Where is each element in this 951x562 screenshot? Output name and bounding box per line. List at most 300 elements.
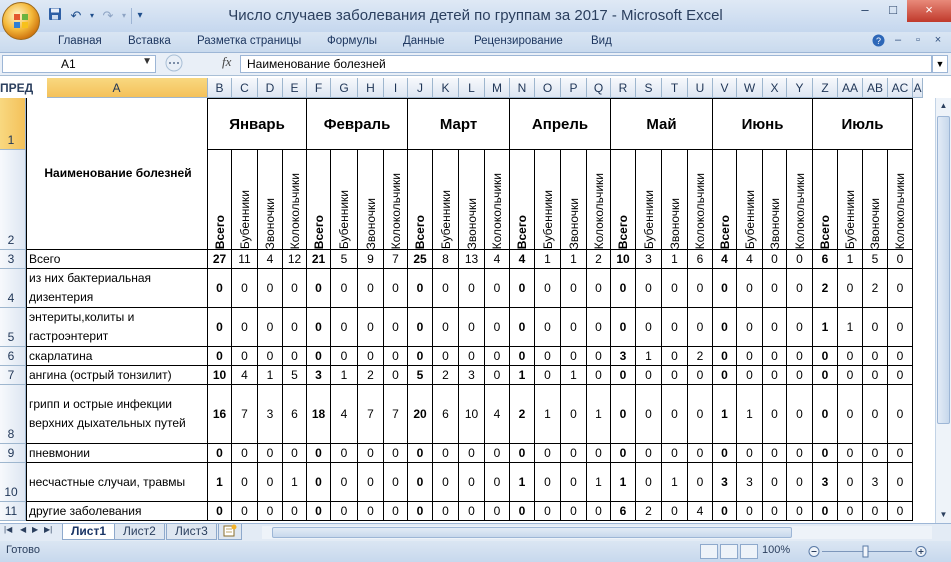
data-cell[interactable]: 1 — [838, 250, 863, 269]
data-cell[interactable]: 0 — [888, 463, 913, 502]
data-cell[interactable]: 3 — [713, 463, 737, 502]
data-cell[interactable]: 0 — [688, 269, 713, 308]
column-header[interactable]: Y — [787, 78, 813, 98]
sub-header-cell[interactable] — [713, 150, 737, 250]
column-header[interactable]: U — [688, 78, 713, 98]
data-cell[interactable]: 1 — [713, 385, 737, 444]
data-cell[interactable]: 0 — [384, 269, 408, 308]
header-label-cell[interactable]: Наименование болезней — [26, 98, 208, 250]
data-cell[interactable]: 0 — [408, 463, 433, 502]
data-cell[interactable]: 0 — [737, 444, 763, 463]
data-cell[interactable]: 0 — [258, 502, 283, 521]
month-header[interactable]: Апрель — [510, 98, 611, 150]
data-cell[interactable]: 3 — [863, 463, 888, 502]
data-cell[interactable]: 10 — [208, 366, 232, 385]
zoom-slider[interactable] — [808, 545, 928, 558]
data-cell[interactable]: 0 — [561, 444, 587, 463]
sub-header-cell[interactable] — [763, 150, 787, 250]
data-cell[interactable]: 0 — [713, 502, 737, 521]
data-cell[interactable]: 0 — [535, 269, 561, 308]
data-cell[interactable]: 0 — [838, 385, 863, 444]
data-cell[interactable]: 0 — [307, 347, 331, 366]
data-cell[interactable]: 0 — [485, 444, 510, 463]
data-cell[interactable]: 0 — [763, 347, 787, 366]
data-cell[interactable]: 0 — [713, 308, 737, 347]
sub-header-cell[interactable] — [485, 150, 510, 250]
data-cell[interactable]: 11 — [232, 250, 258, 269]
data-cell[interactable]: 0 — [561, 347, 587, 366]
data-cell[interactable]: 0 — [636, 444, 662, 463]
month-header[interactable]: Январь — [208, 98, 307, 150]
column-header[interactable]: J — [408, 78, 433, 98]
row-header[interactable] — [0, 250, 26, 269]
insert-function-button[interactable]: fx — [222, 54, 232, 69]
data-cell[interactable]: 27 — [208, 250, 232, 269]
row-label-cell[interactable]: другие заболевания — [26, 502, 208, 521]
data-cell[interactable]: 0 — [813, 347, 838, 366]
column-header[interactable]: W — [737, 78, 763, 98]
data-cell[interactable]: 4 — [688, 502, 713, 521]
data-cell[interactable]: 0 — [863, 366, 888, 385]
data-cell[interactable]: 0 — [258, 444, 283, 463]
data-cell[interactable]: 0 — [737, 269, 763, 308]
data-cell[interactable]: 0 — [737, 502, 763, 521]
data-cell[interactable]: 1 — [510, 463, 535, 502]
data-cell[interactable]: 0 — [561, 463, 587, 502]
data-cell[interactable]: 0 — [331, 308, 358, 347]
data-cell[interactable]: 1 — [331, 366, 358, 385]
page-break-view-icon[interactable] — [740, 544, 758, 559]
data-cell[interactable]: 0 — [587, 366, 611, 385]
column-header[interactable]: X — [763, 78, 787, 98]
data-cell[interactable]: 0 — [713, 444, 737, 463]
data-cell[interactable]: 0 — [737, 308, 763, 347]
data-cell[interactable]: 0 — [813, 444, 838, 463]
prev-sheet-icon[interactable]: ◀ — [20, 525, 27, 534]
column-header[interactable]: Z — [813, 78, 838, 98]
data-cell[interactable]: 0 — [258, 308, 283, 347]
data-cell[interactable]: 1 — [510, 366, 535, 385]
data-cell[interactable]: 0 — [863, 385, 888, 444]
data-cell[interactable]: 0 — [459, 347, 485, 366]
column-header[interactable]: AA — [838, 78, 863, 98]
row-label-cell[interactable]: из них бактериальная дизентерия — [26, 269, 208, 308]
help-icon[interactable] — [871, 34, 885, 50]
data-cell[interactable]: 0 — [662, 385, 688, 444]
data-cell[interactable]: 4 — [232, 366, 258, 385]
data-cell[interactable]: 1 — [283, 463, 307, 502]
data-cell[interactable]: 0 — [787, 463, 813, 502]
data-cell[interactable]: 0 — [888, 444, 913, 463]
column-header[interactable]: S — [636, 78, 662, 98]
data-cell[interactable]: 0 — [307, 444, 331, 463]
data-cell[interactable]: 0 — [838, 463, 863, 502]
data-cell[interactable]: 0 — [258, 269, 283, 308]
data-cell[interactable]: 0 — [587, 308, 611, 347]
row-label-cell[interactable]: ангина (острый тонзилит) — [26, 366, 208, 385]
data-cell[interactable]: 0 — [838, 366, 863, 385]
row-label-cell[interactable]: пневмонии — [26, 444, 208, 463]
data-cell[interactable]: 0 — [485, 347, 510, 366]
data-cell[interactable]: 0 — [384, 463, 408, 502]
data-cell[interactable]: 1 — [813, 308, 838, 347]
data-cell[interactable]: 0 — [587, 444, 611, 463]
row-label-cell[interactable]: грипп и острые инфекции верхних дыхательных путей — [26, 385, 208, 444]
data-cell[interactable]: 0 — [510, 308, 535, 347]
sheet-tab-2[interactable]: Лист2 — [114, 524, 165, 540]
minimize-button[interactable]: – — [861, 2, 869, 17]
formula-bar-resize-handle-icon[interactable] — [160, 54, 214, 72]
data-cell[interactable]: 0 — [737, 366, 763, 385]
data-cell[interactable]: 0 — [307, 463, 331, 502]
sub-header-cell[interactable] — [813, 150, 838, 250]
scroll-up-icon[interactable]: ▲ — [939, 101, 948, 110]
data-cell[interactable]: 1 — [662, 250, 688, 269]
ribbon-restore-icon[interactable]: ▫ — [916, 34, 920, 46]
data-cell[interactable]: 0 — [662, 347, 688, 366]
data-cell[interactable]: 0 — [408, 444, 433, 463]
data-cell[interactable]: 1 — [535, 250, 561, 269]
data-cell[interactable]: 6 — [283, 385, 307, 444]
data-cell[interactable]: 12 — [283, 250, 307, 269]
data-cell[interactable]: 0 — [384, 308, 408, 347]
data-cell[interactable]: 3 — [813, 463, 838, 502]
row-label-cell[interactable]: энтериты,колиты и гастроэнтерит — [26, 308, 208, 347]
first-sheet-icon[interactable]: |◀ — [4, 525, 13, 534]
data-cell[interactable]: 6 — [813, 250, 838, 269]
sub-header-cell[interactable] — [433, 150, 459, 250]
data-cell[interactable]: 0 — [433, 308, 459, 347]
data-cell[interactable]: 3 — [737, 463, 763, 502]
close-button[interactable]: × — [907, 0, 951, 22]
data-cell[interactable]: 0 — [485, 502, 510, 521]
data-cell[interactable]: 0 — [763, 250, 787, 269]
data-cell[interactable]: 0 — [232, 444, 258, 463]
maximize-button[interactable]: □ — [889, 2, 897, 17]
column-header[interactable]: H — [358, 78, 384, 98]
data-cell[interactable]: 0 — [358, 308, 384, 347]
sub-header-cell[interactable] — [888, 150, 913, 250]
row-header[interactable] — [0, 347, 26, 366]
data-cell[interactable]: 1 — [561, 250, 587, 269]
month-header[interactable]: Март — [408, 98, 510, 150]
data-cell[interactable]: 2 — [587, 250, 611, 269]
data-cell[interactable]: 0 — [787, 347, 813, 366]
data-cell[interactable]: 0 — [662, 308, 688, 347]
data-cell[interactable]: 4 — [713, 250, 737, 269]
normal-view-icon[interactable] — [700, 544, 718, 559]
data-cell[interactable]: 0 — [283, 269, 307, 308]
month-header[interactable]: Февраль — [307, 98, 408, 150]
ribbon-close-icon[interactable]: × — [934, 34, 942, 46]
row-header[interactable] — [0, 269, 26, 308]
data-cell[interactable]: 0 — [787, 444, 813, 463]
sub-header-cell[interactable] — [688, 150, 713, 250]
row-header[interactable] — [0, 444, 26, 463]
data-cell[interactable]: 0 — [384, 366, 408, 385]
data-cell[interactable]: 0 — [688, 366, 713, 385]
data-cell[interactable]: 0 — [888, 269, 913, 308]
row-header[interactable] — [0, 308, 26, 347]
sub-header-cell[interactable] — [787, 150, 813, 250]
data-cell[interactable]: 1 — [258, 366, 283, 385]
data-cell[interactable]: 1 — [838, 308, 863, 347]
column-header[interactable]: A — [26, 78, 208, 98]
data-cell[interactable]: 13 — [459, 250, 485, 269]
last-sheet-icon[interactable]: ▶| — [44, 525, 53, 534]
data-cell[interactable]: 0 — [433, 502, 459, 521]
data-cell[interactable]: 0 — [459, 463, 485, 502]
data-cell[interactable]: 0 — [208, 269, 232, 308]
data-cell[interactable]: 0 — [535, 463, 561, 502]
data-cell[interactable]: 0 — [535, 444, 561, 463]
data-cell[interactable]: 10 — [611, 250, 636, 269]
data-cell[interactable]: 0 — [688, 385, 713, 444]
row-label-cell[interactable]: несчастные случаи, травмы — [26, 463, 208, 502]
sheet-tab-3[interactable]: Лист3 — [166, 524, 217, 540]
data-cell[interactable]: 0 — [535, 366, 561, 385]
data-cell[interactable]: 0 — [863, 444, 888, 463]
data-cell[interactable]: 0 — [636, 269, 662, 308]
data-cell[interactable]: 0 — [863, 347, 888, 366]
data-cell[interactable]: 10 — [459, 385, 485, 444]
sub-header-cell[interactable] — [636, 150, 662, 250]
redo-icon[interactable]: ↷ — [102, 8, 114, 23]
column-header[interactable]: V — [713, 78, 737, 98]
data-cell[interactable]: 0 — [307, 308, 331, 347]
data-cell[interactable]: 1 — [208, 463, 232, 502]
data-cell[interactable]: 7 — [232, 385, 258, 444]
data-cell[interactable]: 0 — [838, 269, 863, 308]
data-cell[interactable]: 0 — [662, 502, 688, 521]
data-cell[interactable]: 5 — [331, 250, 358, 269]
row-label-cell[interactable]: скарлатина — [26, 347, 208, 366]
data-cell[interactable]: 3 — [307, 366, 331, 385]
scroll-down-icon[interactable]: ▼ — [939, 510, 948, 519]
data-cell[interactable]: 0 — [232, 463, 258, 502]
data-cell[interactable]: 1 — [636, 347, 662, 366]
data-cell[interactable]: 5 — [283, 366, 307, 385]
data-cell[interactable]: 0 — [561, 502, 587, 521]
data-cell[interactable]: 0 — [787, 366, 813, 385]
data-cell[interactable]: 0 — [331, 444, 358, 463]
column-header[interactable]: L — [459, 78, 485, 98]
sub-header-cell[interactable] — [331, 150, 358, 250]
column-header[interactable]: AC — [888, 78, 913, 98]
data-cell[interactable]: 0 — [208, 502, 232, 521]
data-cell[interactable]: 2 — [636, 502, 662, 521]
data-cell[interactable]: 0 — [888, 347, 913, 366]
data-cell[interactable]: 0 — [888, 366, 913, 385]
data-cell[interactable]: 0 — [358, 269, 384, 308]
column-header[interactable]: O — [535, 78, 561, 98]
undo-dropdown-icon[interactable]: ▾ — [89, 11, 94, 20]
sub-header-cell[interactable] — [561, 150, 587, 250]
data-cell[interactable]: 5 — [408, 366, 433, 385]
data-cell[interactable]: 9 — [358, 250, 384, 269]
data-cell[interactable]: 0 — [358, 502, 384, 521]
tab-review[interactable]: Рецензирование — [474, 35, 563, 47]
name-box[interactable] — [2, 55, 156, 73]
data-cell[interactable]: 7 — [358, 385, 384, 444]
redo-dropdown-icon[interactable]: ▾ — [121, 11, 126, 20]
sub-header-cell[interactable] — [587, 150, 611, 250]
data-cell[interactable]: 4 — [258, 250, 283, 269]
data-cell[interactable]: 4 — [737, 250, 763, 269]
data-cell[interactable]: 0 — [358, 444, 384, 463]
row-header[interactable] — [0, 502, 26, 521]
data-cell[interactable]: 0 — [232, 347, 258, 366]
column-header[interactable]: AB — [863, 78, 888, 98]
month-header[interactable]: Май — [611, 98, 713, 150]
chevron-down-icon[interactable]: ▼ — [142, 56, 152, 67]
sub-header-cell[interactable] — [283, 150, 307, 250]
data-cell[interactable]: 0 — [510, 347, 535, 366]
data-cell[interactable]: 1 — [611, 463, 636, 502]
tab-insert[interactable]: Вставка — [128, 35, 171, 47]
vertical-scrollbar[interactable] — [935, 98, 951, 523]
data-cell[interactable]: 0 — [611, 444, 636, 463]
column-header[interactable]: P — [561, 78, 587, 98]
data-cell[interactable]: 4 — [331, 385, 358, 444]
row-header[interactable] — [0, 385, 26, 444]
data-cell[interactable]: 0 — [384, 347, 408, 366]
data-cell[interactable]: 0 — [232, 502, 258, 521]
data-cell[interactable]: 0 — [688, 308, 713, 347]
data-cell[interactable]: 0 — [459, 444, 485, 463]
data-cell[interactable]: 0 — [787, 308, 813, 347]
data-cell[interactable]: 0 — [863, 308, 888, 347]
column-header[interactable]: R — [611, 78, 636, 98]
data-cell[interactable]: 0 — [561, 385, 587, 444]
data-cell[interactable]: 0 — [713, 347, 737, 366]
data-cell[interactable]: 0 — [459, 269, 485, 308]
data-cell[interactable]: 0 — [636, 385, 662, 444]
column-header[interactable]: E — [283, 78, 307, 98]
column-header[interactable]: B — [208, 78, 232, 98]
data-cell[interactable]: 6 — [611, 502, 636, 521]
data-cell[interactable]: 0 — [888, 308, 913, 347]
data-cell[interactable]: 0 — [561, 269, 587, 308]
column-header[interactable]: T — [662, 78, 688, 98]
sub-header-cell[interactable] — [208, 150, 232, 250]
data-cell[interactable]: 0 — [636, 463, 662, 502]
horizontal-scroll-thumb[interactable] — [272, 527, 792, 538]
data-cell[interactable]: 0 — [232, 308, 258, 347]
data-cell[interactable]: 0 — [331, 502, 358, 521]
data-cell[interactable]: 0 — [283, 347, 307, 366]
row-header[interactable] — [0, 366, 26, 385]
data-cell[interactable]: 1 — [561, 366, 587, 385]
data-cell[interactable]: 0 — [208, 444, 232, 463]
data-cell[interactable]: 0 — [763, 502, 787, 521]
data-cell[interactable]: 3 — [636, 250, 662, 269]
sub-header-cell[interactable] — [258, 150, 283, 250]
data-cell[interactable]: 16 — [208, 385, 232, 444]
data-cell[interactable]: 2 — [510, 385, 535, 444]
column-header[interactable]: D — [258, 78, 283, 98]
data-cell[interactable]: 0 — [763, 269, 787, 308]
zoom-level[interactable]: 100% — [762, 544, 791, 556]
data-cell[interactable]: 1 — [535, 385, 561, 444]
data-cell[interactable]: 0 — [208, 308, 232, 347]
data-cell[interactable]: 4 — [485, 385, 510, 444]
data-cell[interactable]: 3 — [258, 385, 283, 444]
data-cell[interactable]: 0 — [485, 463, 510, 502]
data-cell[interactable]: 0 — [763, 366, 787, 385]
data-cell[interactable]: 0 — [510, 502, 535, 521]
formula-input[interactable] — [240, 55, 932, 73]
insert-sheet-icon[interactable] — [218, 524, 242, 540]
data-cell[interactable]: 0 — [713, 269, 737, 308]
select-all-corner[interactable]: ПРЕД — [0, 78, 47, 98]
data-cell[interactable]: 0 — [510, 269, 535, 308]
column-header[interactable]: G — [331, 78, 358, 98]
tab-home[interactable]: Главная — [58, 35, 102, 47]
column-header[interactable]: C — [232, 78, 258, 98]
data-cell[interactable]: 0 — [662, 269, 688, 308]
sheet-tab-1[interactable]: Лист1 — [62, 524, 115, 540]
data-cell[interactable]: 0 — [713, 366, 737, 385]
data-cell[interactable]: 0 — [737, 347, 763, 366]
month-header[interactable]: Июнь — [713, 98, 813, 150]
data-cell[interactable]: 7 — [384, 385, 408, 444]
data-cell[interactable]: 0 — [888, 385, 913, 444]
data-cell[interactable]: 0 — [485, 308, 510, 347]
data-cell[interactable]: 0 — [459, 502, 485, 521]
data-cell[interactable]: 0 — [587, 502, 611, 521]
data-cell[interactable]: 0 — [561, 308, 587, 347]
column-header[interactable]: K — [433, 78, 459, 98]
data-cell[interactable]: 0 — [838, 347, 863, 366]
row-label-cell[interactable]: Всего — [26, 250, 208, 269]
data-cell[interactable]: 0 — [384, 502, 408, 521]
data-cell[interactable]: 0 — [838, 444, 863, 463]
data-cell[interactable]: 0 — [408, 347, 433, 366]
data-cell[interactable]: 0 — [459, 308, 485, 347]
column-header[interactable]: M — [485, 78, 510, 98]
data-cell[interactable]: 1 — [587, 385, 611, 444]
page-layout-view-icon[interactable] — [720, 544, 738, 559]
data-cell[interactable]: 8 — [433, 250, 459, 269]
data-cell[interactable]: 3 — [459, 366, 485, 385]
data-cell[interactable]: 0 — [787, 250, 813, 269]
data-cell[interactable]: 0 — [787, 502, 813, 521]
data-cell[interactable]: 0 — [662, 366, 688, 385]
data-cell[interactable]: 0 — [813, 502, 838, 521]
data-cell[interactable]: 0 — [258, 463, 283, 502]
sub-header-cell[interactable] — [307, 150, 331, 250]
data-cell[interactable]: 0 — [662, 444, 688, 463]
data-cell[interactable]: 2 — [358, 366, 384, 385]
data-cell[interactable]: 0 — [535, 347, 561, 366]
data-cell[interactable]: 1 — [737, 385, 763, 444]
data-cell[interactable]: 0 — [485, 366, 510, 385]
data-cell[interactable]: 0 — [433, 444, 459, 463]
data-cell[interactable]: 0 — [433, 269, 459, 308]
data-cell[interactable]: 0 — [283, 308, 307, 347]
data-cell[interactable]: 0 — [307, 502, 331, 521]
sub-header-cell[interactable] — [232, 150, 258, 250]
data-cell[interactable]: 2 — [433, 366, 459, 385]
data-cell[interactable]: 0 — [688, 444, 713, 463]
data-cell[interactable]: 18 — [307, 385, 331, 444]
column-header[interactable]: N — [510, 78, 535, 98]
data-cell[interactable]: 1 — [662, 463, 688, 502]
sub-header-cell[interactable] — [384, 150, 408, 250]
row-header[interactable] — [0, 463, 26, 502]
data-cell[interactable]: 0 — [485, 269, 510, 308]
